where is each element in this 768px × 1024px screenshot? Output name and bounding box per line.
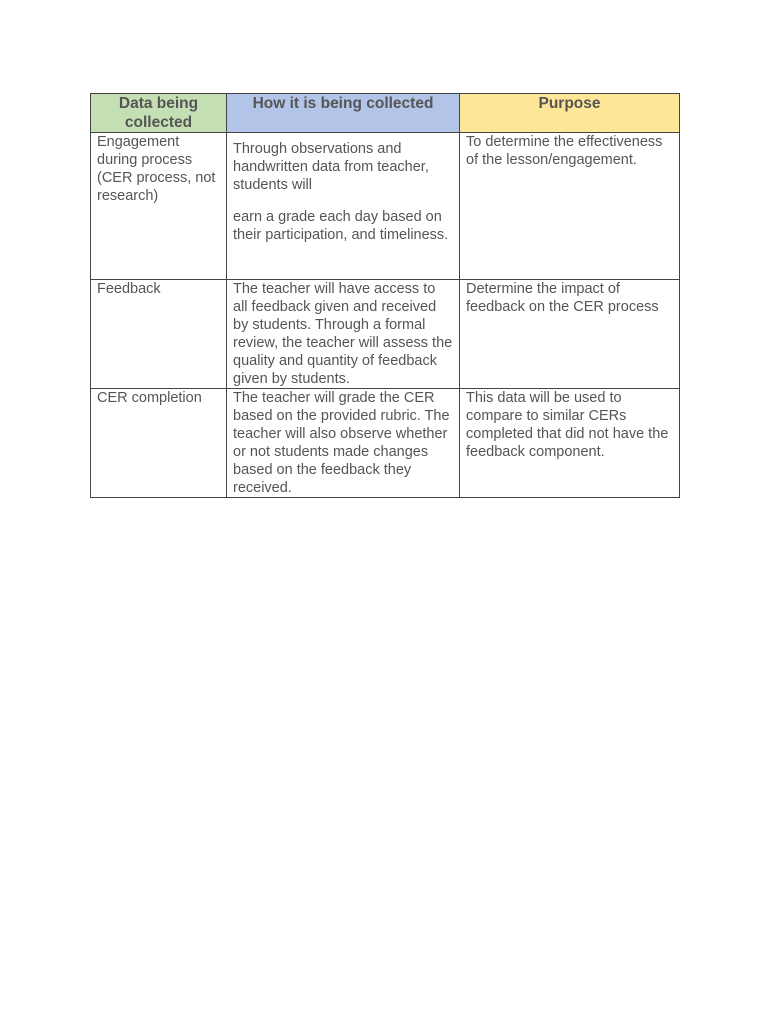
cell-how: The teacher will have access to all feedback given and received by students. Through a formal review, the teacher will assess the quality and quantity of feedback given by students.: [227, 280, 460, 389]
header-row: [91, 94, 680, 133]
cell-data: Feedback: [91, 280, 227, 389]
header-how-collected: How it is being collected: [227, 94, 460, 133]
cell-purpose: To determine the effectiveness of the lesson/engagement.: [460, 133, 680, 280]
header-data-being-collected: Data being collected: [91, 94, 227, 133]
cell-data: CER completion: [91, 389, 227, 498]
cell-how: The teacher will grade the CER based on the provided rubric. The teacher will also observe whether or not students made changes based on the feedback they received.: [227, 389, 460, 498]
cell-purpose: Determine the impact of feedback on the CER process: [460, 280, 680, 389]
table-row: [91, 389, 680, 498]
table-row: [91, 280, 680, 389]
header-purpose: Purpose: [460, 94, 680, 133]
cell-how-paragraph-2: earn a grade each day based on their participation, and timeliness.: [233, 209, 449, 243]
table-body: [91, 133, 680, 498]
table-header: [91, 94, 680, 133]
cell-how: [227, 133, 460, 280]
cell-purpose: This data will be used to compare to similar CERs completed that did not have the feedback component.: [460, 389, 680, 498]
cell-data: Engagement during process (CER process, not research): [91, 133, 227, 280]
table-row: [91, 133, 680, 280]
data-collection-table: [90, 93, 680, 498]
cell-how-paragraph-1: Through observations and handwritten data from teacher, students will: [233, 141, 429, 193]
